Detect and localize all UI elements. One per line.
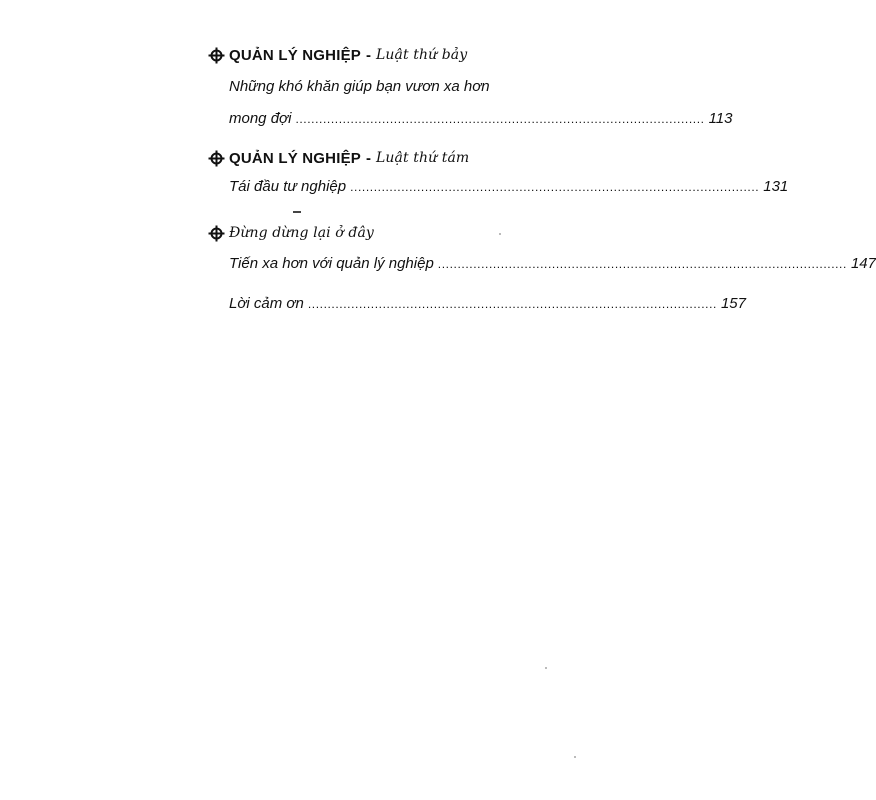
heading-separator: - [365,46,371,64]
toc-entry-title: Lời cảm ơn [229,295,304,312]
toc-entry-title: mong đợi [229,110,292,127]
page-number: 157 [720,295,746,312]
heading-script-text: Luật thứ tám [375,150,470,166]
heading-caps-text: QUẢN LÝ NGHIỆP [229,149,361,167]
toc-entry[interactable] [229,254,876,274]
page-number: 147 [850,255,876,272]
crosshair-bullet-icon [208,47,225,64]
toc-entry[interactable] [229,177,789,197]
scan-speck [574,756,576,758]
heading-script-text: Đừng dừng lại ở đây [229,225,374,241]
section-heading [208,44,592,66]
page-number: 113 [708,110,733,127]
heading-script-text: Luật thứ bảy [375,47,468,63]
toc-entry[interactable] [229,294,746,314]
dot-leader: ........................................................................................................ [295,112,705,126]
section-heading [208,147,592,169]
scan-speck [499,233,501,235]
toc-section-7 [208,44,733,129]
section-heading [208,222,592,244]
heading-separator: - [365,149,371,167]
scan-speck [545,667,547,669]
toc-section-acknowledgements [208,294,746,314]
crosshair-bullet-icon [208,225,225,242]
toc-entry[interactable] [229,109,733,129]
scan-speck [293,211,301,213]
toc-section-epilogue [208,222,876,274]
toc-entry-title: Tái đầu tư nghiệp [229,178,347,195]
crosshair-bullet-icon [208,150,225,167]
toc-section-8 [208,147,789,197]
toc-entry-title: Tiến xa hơn với quản lý nghiệp [229,255,434,272]
toc-entry-line: Những khó khăn giúp bạn vươn xa hơn [229,78,490,95]
dot-leader: ........................................................................................................ [307,297,717,311]
dot-leader: ........................................................................................................ [437,257,847,271]
page-number: 131 [763,178,789,195]
dot-leader: ........................................................................................................ [350,180,760,194]
heading-caps-text: QUẢN LÝ NGHIỆP [229,46,361,64]
